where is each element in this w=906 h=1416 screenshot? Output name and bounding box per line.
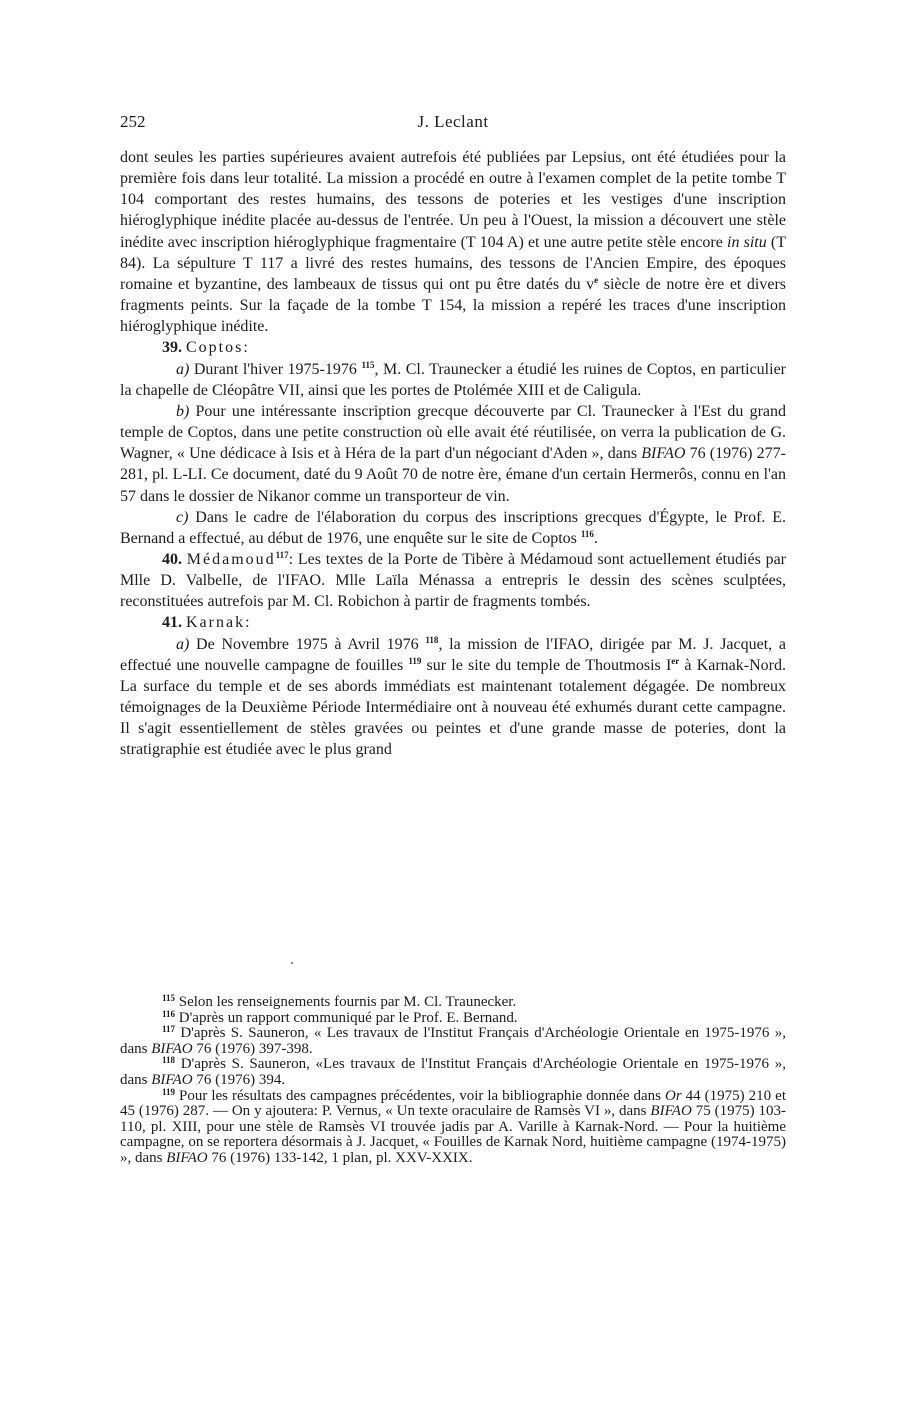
ink-speck [291, 962, 293, 964]
footnote-117: $^{117}$ D'après S. Sauneron, « Les travaux de l'Institut Français d'Archéologie Orientale en 1975-1976 », dans BIFAO 76 (1976) 397-398. [120, 1024, 786, 1057]
footnotes [120, 995, 786, 1167]
section-39-c: c) Dans le cadre de l'élaboration du corpus des inscriptions grecques d'Égypte, le Prof. E. Bernand a effectué, au début de 1976, une enquête sur le site de Coptos $^{116}$. [120, 508, 786, 547]
section-40: 40. Médamoud$^{117}$: Les textes de la Porte de Tibère à Médamoud sont actuellement étudiés par Mlle D. Valbelle, de l'IFAO. Mlle Laïla Ménassa a entrepris le dessin des scènes sculptées, reconstituées autrefois par M. Cl. Robichon à partir de fragments tombés. [120, 549, 787, 611]
section-41-a: a) De Novembre 1975 à Avril 1976 $^{118}$, la mission de l'IFAO, dirigée par M. J. Jacquet, a effectué une nouvelle campagne de fouilles $^{119}$ sur le site du temple de Thoutmosis Ier à Karnak-Nord. La surface du temple et de ses abords immédiats est maintenant totalement dégagée. De nombreux témoignages de la Deuxième Période Intermédiaire ont à nouveau été exhumés durant cette campagne. Il s'agit essentiellement de stèles gravées ou peintes et d'une grande masse de poteries, dont la stratigraphie est étudiée avec le plus grand [120, 634, 787, 759]
footnote-ref-116: 116 [580, 528, 594, 539]
journal-title: BIFAO [641, 445, 686, 463]
footnote-118: $^{118}$ D'après S. Sauneron, «Les travaux de l'Institut Français d'Archéologie Orientale en 1975-1976 », dans BIFAO 76 (1976) 394. [120, 1055, 786, 1088]
footnote-115: $^{115}$ Selon les renseignements fournis par M. Cl. Traunecker. [162, 993, 517, 1010]
footnote-116: $^{116}$ D'après un rapport communiqué par le Prof. E. Bernand. [162, 1008, 518, 1026]
main-text [120, 147, 786, 761]
footnote-ref-115: 115 [361, 359, 375, 370]
footnote-ref-117: 117 [275, 549, 289, 560]
italic-term: in situ [727, 233, 767, 251]
running-head: J. Leclant [417, 112, 489, 131]
footnote-ref-118: 118 [425, 634, 439, 645]
page-number: 252 [120, 112, 146, 131]
page-header [120, 112, 786, 136]
roman-numeral-v: v [586, 275, 595, 293]
paragraph-continuation: dont seules les parties supérieures avaient autrefois été publiées par Lepsius, ont été étudiées pour la première fois dans leur totalité. La mission a procédé en outre à l'examen complet de la petite tombe T 104 comportant des restes humains, des tessons de poteries et les vestiges d'une inscription hiéroglyphique inédite placée au-dessus de l'entrée. Un peu à l'Ouest, la mission a découvert une stèle inédite avec inscription hiéroglyphique fragmentaire (T 104 A) et une autre petite stèle encore in situ (T 84). La sépulture T 117 a livré des restes humains, des tessons de l'Ancien Empire, des époques romaine et byzantine, des lambeaux de tissus qui ont pu être datés du $v^e$ siècle de notre ère et divers fragments peints. Sur la façade de la tombe T 154, la mission a repéré les traces d'une inscription hiéroglyphique inédite. [120, 149, 787, 336]
footnote-ref-119: 119 [408, 655, 422, 666]
section-41-heading: 41. Karnak: [162, 614, 250, 632]
section-39-heading: 39. Coptos: [162, 339, 248, 357]
footnote-119: $^{119}$ Pour les résultats des campagnes précédentes, voir la bibliographie donnée dans Or 44 (1975) 210 et 45 (1976) 287. — On y ajoutera: P. Vernus, « Un texte oraculaire de Ramsès VI », dans BIFAO 75 (1975) 103-110, pl. XIII, pour une stèle de Ramsès VI trouvée jadis par A. Varille à Karnak-Nord. — Pour la huitième campagne, on se reportera désormais à J. Jacquet, « Fouilles de Karnak Nord, huitième campagne (1974-1975) », dans BIFAO 76 (1976) 133-142, 1 plan, pl. XXV-XXIX. [120, 1086, 786, 1166]
section-39-b: b) Pour une intéressante inscription grecque découverte par Cl. Traunecker à l'Est du grand temple de Coptos, dans une petite construction où elle avait été réutilisée, on verra la publication de G. Wagner, « Une dédicace à Isis et à Héra de la part d'un négociant d'Aden », dans BIFAO 76 (1976) 277-281, pl. L-LI. Ce document, daté du 9 Août 70 de notre ère, émane d'un certain Hermerôs, connu en l'an 57 dans le dossier de Nikanor comme un transporteur de vin. [120, 402, 786, 505]
section-39-a: a) Durant l'hiver 1975-1976 $^{115}$, M. Cl. Traunecker a étudié les ruines de Coptos, en particulier la chapelle de Cléopâtre VII, ainsi que les portes de Ptolémée XIII et de Caligula. [120, 359, 787, 399]
